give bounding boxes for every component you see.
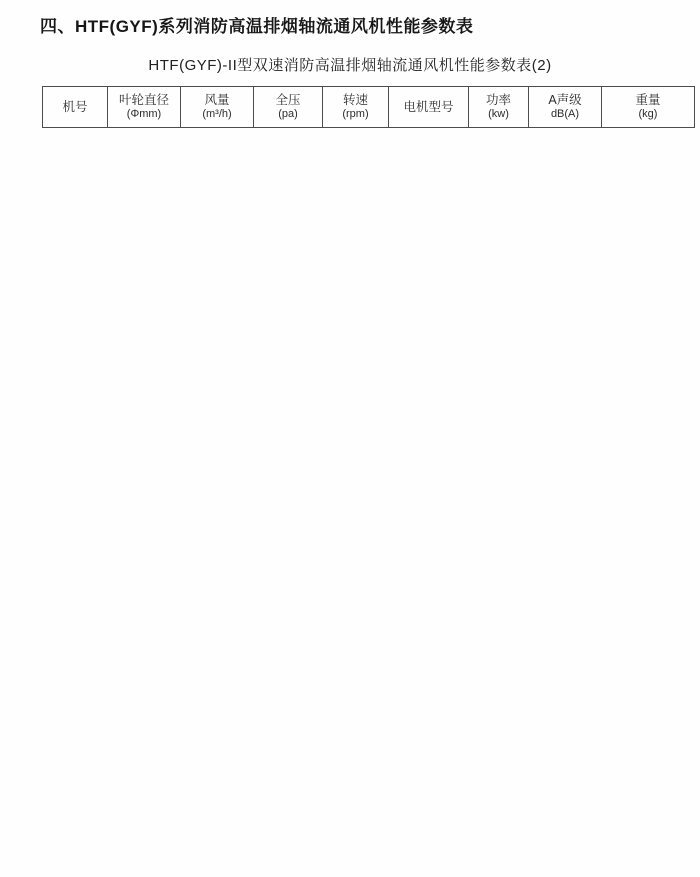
column-unit: (Φmm) (126, 108, 162, 120)
column-name: 功率 (485, 93, 511, 107)
table-subtitle: HTF(GYF)-II型双速消防高温排烟轴流通风机性能参数表(2) (148, 57, 552, 74)
column-header-diameter (108, 87, 181, 128)
column-header-pressure (254, 87, 323, 128)
table-header (43, 87, 695, 128)
column-header-no (43, 87, 108, 128)
column-unit: (pa) (278, 108, 298, 120)
column-unit: (kg) (638, 108, 658, 120)
column-name: 全压 (275, 93, 301, 107)
column-header-weight (602, 87, 695, 128)
column-header-power (469, 87, 529, 128)
column-unit: (rpm) (342, 108, 369, 120)
column-name: 风量 (204, 93, 230, 107)
page-title: 四、HTF(GYF)系列消防高温排烟轴流通风机性能参数表 (40, 17, 474, 36)
column-name: 机号 (62, 99, 88, 114)
column-header-speed (323, 87, 389, 128)
column-header-motor (389, 87, 469, 128)
column-name: 叶轮直径 (118, 93, 169, 107)
fan-parameters-table (42, 86, 695, 128)
column-header-noise (529, 87, 602, 128)
header-row (43, 87, 695, 128)
column-name: A声级 (548, 93, 582, 107)
column-name: 重量 (635, 93, 661, 107)
column-name: 电机型号 (403, 99, 454, 114)
column-header-flow (181, 87, 254, 128)
column-unit: dB(A) (550, 108, 580, 120)
column-unit: (m³/h) (202, 108, 232, 120)
column-unit: (kw) (488, 108, 509, 120)
column-name: 转速 (342, 93, 368, 107)
